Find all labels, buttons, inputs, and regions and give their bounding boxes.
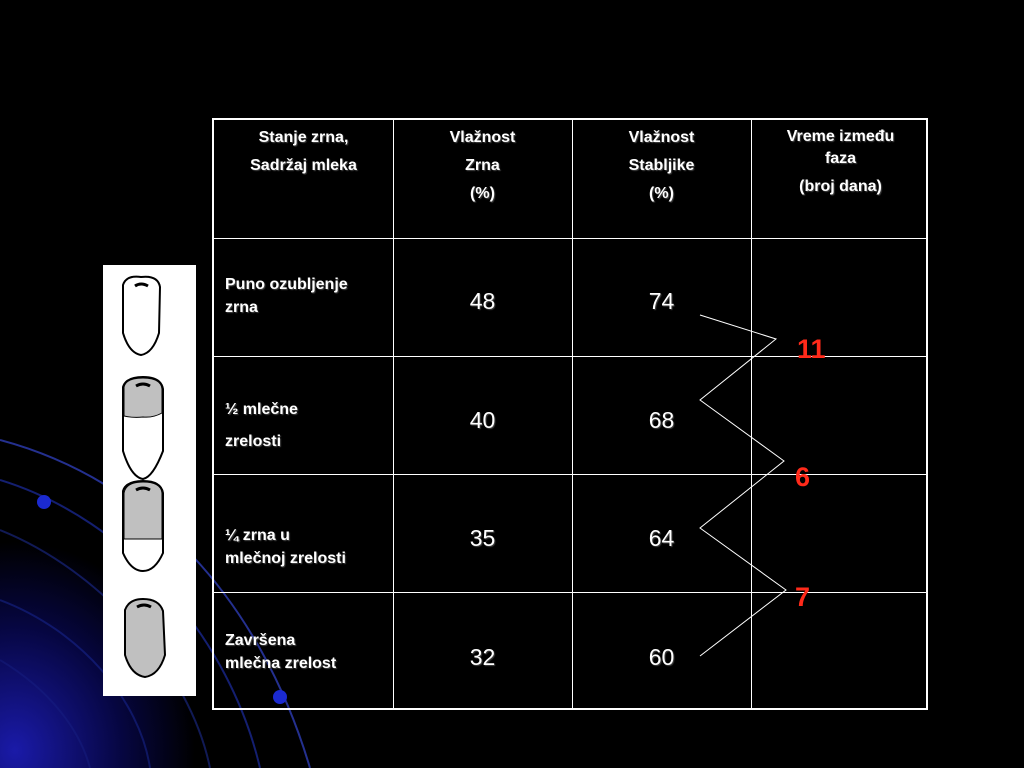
header-text: Zrna xyxy=(465,157,500,174)
header-stage xyxy=(214,124,393,180)
table-divider xyxy=(214,474,926,475)
grain-moisture-value: 35 xyxy=(469,525,496,551)
stalk-moisture-value: 74 xyxy=(648,288,675,314)
header-text: Vlažnost xyxy=(628,129,695,146)
kernel-quarter-milk-icon xyxy=(123,481,163,571)
header-text: Vlažnost xyxy=(449,129,516,146)
table-divider xyxy=(214,592,926,593)
header-days xyxy=(751,126,930,198)
row-label-text: mlečna zrelost xyxy=(225,655,337,672)
row-label-text: zrelosti xyxy=(225,433,282,450)
row-label-text: ½ mlečne xyxy=(225,401,298,418)
row-label xyxy=(225,629,390,675)
swirl-dot xyxy=(37,495,51,509)
header-text: (%) xyxy=(470,185,495,202)
row-label-text: zrna xyxy=(225,299,258,316)
header-text: Sadržaj mleka xyxy=(250,157,357,174)
header-text: (%) xyxy=(649,185,674,202)
row-label xyxy=(225,394,390,458)
moisture-table xyxy=(212,118,928,710)
kernel-half-milk-icon xyxy=(123,377,163,479)
stalk-moisture-value: 60 xyxy=(648,644,675,670)
row-label xyxy=(225,524,390,570)
header-text: (broj dana) xyxy=(799,178,882,195)
header-text: Vreme između xyxy=(786,128,895,145)
grain-moisture-value: 40 xyxy=(469,407,496,433)
days-between-value: 7 xyxy=(795,582,811,612)
table-divider xyxy=(751,120,752,708)
stalk-moisture-value: 68 xyxy=(648,407,675,433)
grain-moisture-value: 48 xyxy=(469,288,496,314)
header-text: Stabljike xyxy=(628,157,695,174)
row-label-text: mlečnoj zrelosti xyxy=(225,550,346,567)
table-divider xyxy=(214,238,926,239)
kernel-milk-done-icon xyxy=(125,599,165,677)
row-label-text: Puno ozubljenje xyxy=(225,276,348,293)
kernel-stages-panel xyxy=(103,265,196,696)
kernel-dent-icon xyxy=(123,277,160,355)
row-label-text: Završena xyxy=(225,632,296,649)
days-between-value: 6 xyxy=(795,462,811,492)
header-grain-moisture xyxy=(393,124,572,208)
header-text: Stanje zrna, xyxy=(258,129,349,146)
grain-moisture-value: 32 xyxy=(469,644,496,670)
days-between-value: 11 xyxy=(797,334,826,364)
row-label xyxy=(225,273,390,319)
header-text: faza xyxy=(824,150,857,167)
stalk-moisture-value: 64 xyxy=(648,525,675,551)
header-stalk-moisture xyxy=(572,124,751,208)
row-label-text: ¼ zrna u xyxy=(225,527,290,544)
